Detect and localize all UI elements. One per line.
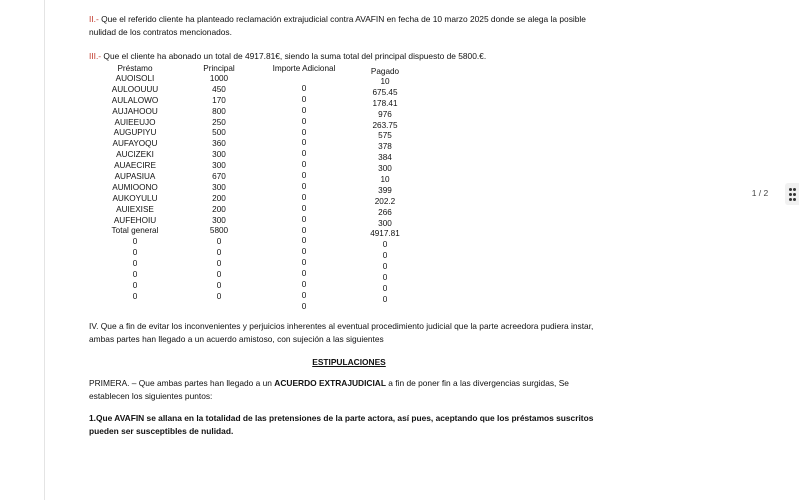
paragraph-iii-text: Que el cliente ha abonado un total de 4917.81€, siendo la suma total del principal dispuesto de 5800.€. xyxy=(101,51,487,61)
column-pagado xyxy=(361,77,409,306)
primera-text-start: PRIMERA. – Que ambas partes han llegado a un xyxy=(89,378,275,388)
table-cell-principal: 670 xyxy=(212,172,226,182)
table-cell-pagado: 399 xyxy=(378,185,392,195)
table-cell-principal: 200 xyxy=(212,204,226,214)
table-cell-pagado: 976 xyxy=(378,109,392,119)
table-cell-importe: 0 xyxy=(301,171,307,181)
table-cell-importe: 0 xyxy=(301,203,307,213)
table-cell-pagado: 384 xyxy=(378,153,392,163)
header-prestamo: Préstamo xyxy=(117,64,153,73)
table-cell-prestamo: AULOOUUU xyxy=(111,84,159,94)
table-cell-principal: 450 xyxy=(212,84,226,94)
table-cell-pagado: 575 xyxy=(378,131,392,141)
table-cell-prestamo: 0 xyxy=(132,248,138,258)
table-cell-prestamo: AUPASIUA xyxy=(114,172,156,182)
table-cell-prestamo: 0 xyxy=(132,259,138,269)
table-cell-importe: 0 xyxy=(301,301,307,311)
table-cell-importe: 0 xyxy=(301,290,307,300)
stipulations-title: ESTIPULACIONES xyxy=(312,357,386,367)
table-cell-importe: 0 xyxy=(301,138,307,148)
table-cell-prestamo: AUOISOLI xyxy=(115,74,155,83)
table-cell-pagado: 0 xyxy=(382,251,388,261)
table-cell-importe: 0 xyxy=(301,160,307,170)
paragraph-iii xyxy=(89,50,609,63)
table-cell-prestamo: AUCIZEKI xyxy=(116,150,154,160)
page-edge xyxy=(44,0,45,500)
table-cell-principal: 0 xyxy=(216,270,222,280)
table-cell-principal: 0 xyxy=(216,248,222,258)
paragraph-ii-numeral: II.- xyxy=(89,14,99,24)
table-cell-pagado: 300 xyxy=(378,218,392,228)
paragraph-ii xyxy=(89,13,609,38)
table-cell-prestamo: AUMIOONO xyxy=(112,182,158,192)
table-cell-pagado: 0 xyxy=(382,273,388,283)
table-cell-principal: 300 xyxy=(212,215,226,225)
table-cell-principal: 170 xyxy=(212,95,226,105)
table-cell-pagado: 0 xyxy=(382,262,388,272)
table-cell-importe: 0 xyxy=(301,127,307,137)
table-cell-pagado: 10 xyxy=(380,175,390,185)
primera-text-end: a fin de poner fin a las divergencias surgidas, Se establecen los siguientes puntos: xyxy=(89,378,569,401)
table-cell-prestamo: AUIEEUJO xyxy=(114,117,156,127)
column-principal xyxy=(195,74,243,303)
table-cell-principal: 1000 xyxy=(209,74,229,83)
table-cell-principal: 300 xyxy=(212,150,226,160)
table-cell-prestamo: AUJAHOOU xyxy=(112,106,158,116)
table-cell-principal: 300 xyxy=(212,161,226,171)
table-cell-importe: 0 xyxy=(301,94,307,104)
table-cell-importe: 0 xyxy=(301,182,307,192)
table-cell-prestamo: AUKOYULU xyxy=(112,193,158,203)
paragraph-ii-text: Que el referido cliente ha planteado reclamación extrajudicial contra AVAFIN en fecha de 10 marzo 2025 donde se alega la posible nulidad de los contratos mencionados. xyxy=(89,14,586,37)
table-cell-importe: 0 xyxy=(301,214,307,224)
table-cell-importe: 0 xyxy=(301,105,307,115)
table-cell-pagado: 0 xyxy=(382,283,388,293)
table-cell-prestamo: AUGUPIYU xyxy=(113,128,157,138)
header-pagado: Pagado xyxy=(370,67,400,76)
table-cell-pagado: 10 xyxy=(380,77,390,86)
primera-bold-text: ACUERDO EXTRAJUDICIAL xyxy=(274,378,386,388)
table-cell-importe: 0 xyxy=(301,149,307,159)
table-cell-principal: 0 xyxy=(216,237,222,247)
table-cell-pagado: 0 xyxy=(382,240,388,250)
column-prestamo xyxy=(103,74,167,303)
table-cell-prestamo: 0 xyxy=(132,291,138,301)
table-cell-pagado: 202.2 xyxy=(374,196,396,206)
header-principal: Principal xyxy=(203,64,235,73)
table-cell-pagado: 675.45 xyxy=(372,87,398,97)
table-cell-pagado: 378 xyxy=(378,142,392,152)
page-indicator: 1 / 2 xyxy=(751,188,769,198)
table-cell-pagado: 0 xyxy=(382,294,388,304)
table-cell-principal: 500 xyxy=(212,128,226,138)
table-cell-prestamo: AUFEHOIU xyxy=(113,215,157,225)
table-cell-principal: 5800 xyxy=(209,226,229,236)
table-cell-importe: 0 xyxy=(301,247,307,257)
table-cell-importe: 0 xyxy=(301,116,307,126)
paragraph-primera xyxy=(89,377,609,402)
column-importe-adicional xyxy=(279,84,329,313)
table-cell-principal: 0 xyxy=(216,259,222,269)
table-cell-prestamo: Total general xyxy=(111,226,159,236)
table-cell-importe: 0 xyxy=(301,192,307,202)
table-cell-importe: 0 xyxy=(301,84,307,93)
table-cell-importe: 0 xyxy=(301,225,307,235)
table-cell-pagado: 178.41 xyxy=(372,98,398,108)
table-cell-principal: 0 xyxy=(216,280,222,290)
point-1: 1.Que AVAFIN se allana en la totalidad de las pretensiones de la parte actora, así pues, aceptando que los préstamos suscritos pueden ser susceptibles de nulidad. xyxy=(89,413,594,436)
paragraph-iv: IV. Que a fin de evitar los inconvenientes y perjuicios inherentes al eventual procedimiento judicial que la parte acreedora pudiera instar, ambas partes han llegado a un acuerdo amistoso, con sujeción a las siguientes xyxy=(89,321,594,344)
table-cell-importe: 0 xyxy=(301,236,307,246)
table-cell-principal: 0 xyxy=(216,291,222,301)
paragraph-iii-numeral: III.- xyxy=(89,51,102,61)
table-cell-prestamo: 0 xyxy=(132,237,138,247)
table-cell-importe: 0 xyxy=(301,280,307,290)
table-cell-importe: 0 xyxy=(301,258,307,268)
table-cell-principal: 200 xyxy=(212,193,226,203)
table-cell-prestamo: AULALOWO xyxy=(111,95,159,105)
table-cell-importe: 0 xyxy=(301,269,307,279)
table-cell-prestamo: AUIEXISE xyxy=(116,204,154,214)
table-cell-prestamo: 0 xyxy=(132,270,138,280)
table-cell-pagado: 4917.81 xyxy=(370,229,400,239)
table-cell-pagado: 263.75 xyxy=(372,120,398,130)
table-cell-principal: 800 xyxy=(212,106,226,116)
table-cell-prestamo: 0 xyxy=(132,280,138,290)
table-cell-principal: 360 xyxy=(212,139,226,149)
table-cell-principal: 300 xyxy=(212,182,226,192)
table-cell-prestamo: AUFAYOQU xyxy=(112,139,158,149)
header-importe-adicional: Importe Adicional xyxy=(272,64,336,73)
table-cell-pagado: 266 xyxy=(378,207,392,217)
table-cell-principal: 250 xyxy=(212,117,226,127)
table-cell-prestamo: AUAECIRE xyxy=(114,161,156,171)
drag-handle-icon[interactable] xyxy=(785,183,799,205)
table-cell-pagado: 300 xyxy=(378,164,392,174)
